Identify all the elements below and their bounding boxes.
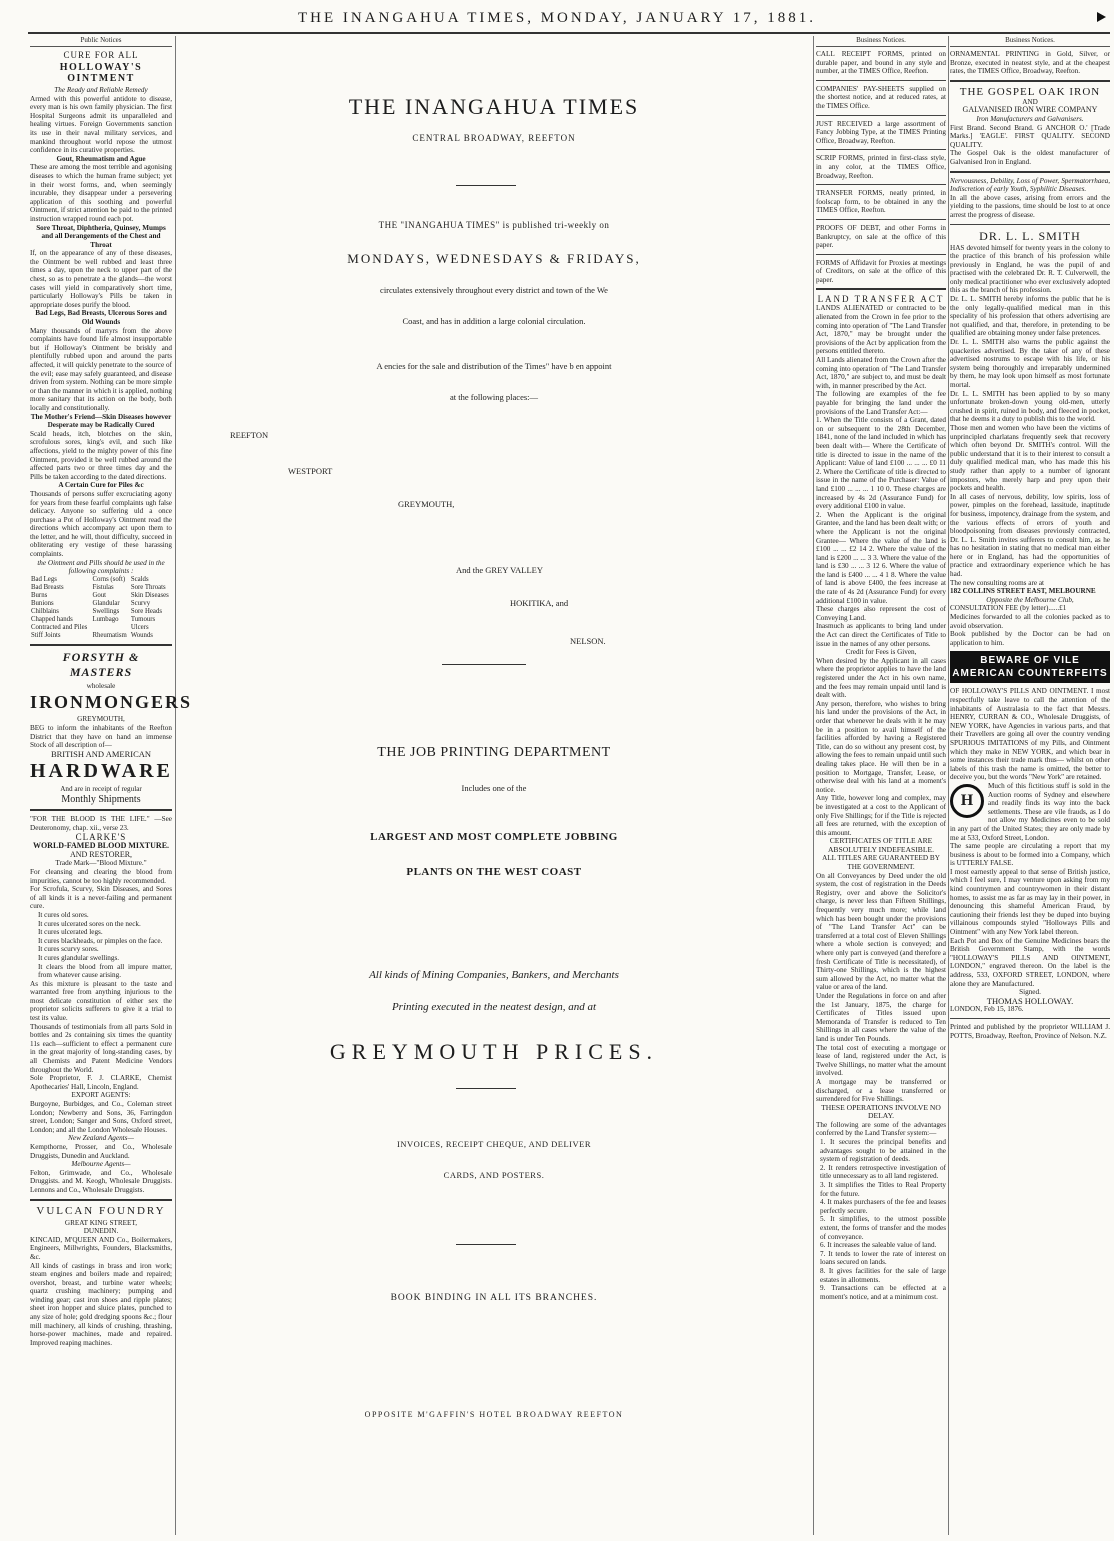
notice-text: Includes one of the	[461, 783, 527, 793]
notice-paragraph: ORNAMENTAL PRINTING in Gold, Silver, or Bronze, executed in neatest style, and at the cheapest rates, the TIMES Office, Broadway, Reefton.	[950, 50, 1110, 76]
section-header: Public Notices	[30, 36, 172, 47]
list-item: It cures old sores.	[38, 910, 89, 919]
ad-subheading: New Zealand Agents—	[68, 1134, 134, 1143]
ad-paragraph: Armed with this powerful antidote to disease, every man is his own family physician. The first Hospital Surgeons admit its unparalleled and healing virtues. Foreign Governments sanction its use in their naval military services, and mankind throughout world repose the utmost confidence in its curative properties.	[30, 94, 172, 155]
complaint-row	[30, 600, 172, 608]
column-divider	[175, 36, 176, 1535]
ad-text: Signed.	[1019, 988, 1041, 997]
ad-text: DUNEDIN.	[83, 1227, 119, 1236]
ad-paragraph: Scald heads, itch, blotches on the skin, scrofulous sores, king's evil, and such like affections, yield to the mighty power of this fine Ointment, provided it be well rubbed around the affected parts two or three times day and the Pills be taken according to the dated directions.	[30, 429, 172, 481]
ad-paragraph: Book published by the Doctor can be had on application to him.	[950, 630, 1110, 647]
notice-subheading: Credit for Fees is Given,	[845, 648, 917, 657]
complaint-cell: Burns	[31, 591, 48, 599]
ad-paragraph: If, on the appearance of any of these diseases, the Ointment be well rubbed and least three times a day, upon the neck to upper part of the chest, so as to penetrate a the glands—the worst cases will yield in comparatively short time, particularly Holloway's Pills be taken in appropriate doses purify the blood.	[30, 249, 172, 309]
ad-subheading: Sore Throat, Diphtheria, Quinsey, Mumps and all Derangements of the Chest and Throat	[36, 223, 166, 249]
notice-paragraph: FORMS of Affidavit for Proxies at meetings of Creditors, on sale at the office of this paper.	[816, 258, 946, 284]
ad-text: Trade Mark—"Blood Mixture."	[55, 859, 147, 868]
ad-subheading: Melbourne Agents—	[71, 1160, 131, 1169]
notice-paragraph: 1. When the Title consists of a Grant, dated on or subsequent to the 28th December, 1841, none of the land included in which has been dealt with— Where the Certificate of title is directed to issue in the name of the Applicant: Value of land £100 ... ... ... £0 11 2. Where the Certificate of title is directed to issue in the name of the Purchaser: Value of land £100 ... ... ... 1 10 0. These charges are increased by 4s 2d (Assurance Fund) for every additional £100 in value.	[816, 416, 946, 511]
ad-paragraph: KINCAID, M'QUEEN AND Co., Boilermakers, Engineers, Millwrights, Founders, Blacksmiths, &c.	[30, 1235, 172, 1261]
notice-title: LAND TRANSFER ACT	[817, 294, 945, 305]
ad-title: IRONMONGERS	[30, 692, 193, 713]
ad-text: Monthly Shipments	[61, 794, 141, 805]
complaint-cell: Stiff Joints	[31, 631, 61, 639]
column-divider	[813, 36, 814, 1535]
place-westport: WESTPORT	[288, 466, 333, 476]
place-reefton: REEFTON	[230, 430, 269, 440]
ad-title: AND RESTORER,	[69, 849, 133, 859]
divider	[456, 185, 516, 186]
divider	[950, 224, 1110, 225]
notice-paragraph: LANDS ALIENATED or contracted to be alienated from the Crown in fee prior to the coming into operation of "The Land Transfer Act, 1870," may be brought under the provisions of the Act by application from the persons entitled thereto.	[816, 304, 946, 356]
complaint-cell: Gout	[92, 591, 107, 599]
ad-title: HOLLOWAY'S OINTMENT	[59, 62, 143, 84]
ad-paragraph: Kempthorne, Prosser, and Co., Wholesale Druggists, Dunedin and Auckland.	[30, 1142, 172, 1160]
notice-text: THE "INANGAHUA TIMES" is published tri-weekly on	[378, 220, 610, 230]
holloway-trademark-icon: H	[950, 784, 984, 818]
complaint-cell: Wounds	[130, 631, 153, 639]
ad-paragraph: OF HOLLOWAY'S PILLS AND OINTMENT. I most respectfully take leave to call the attention of the inhabitants of Australasia to the fact that Messrs. HENRY, CURRAN & CO., Wholesale Druggists, of NEW YORK, have Agencies in various parts, and that their Travellers are going all over the country vending SPURIOUS IMITATIONS of my Pills, and Ointment which they make in NEW YORK, and which bear in some instances their trade mark thus— whilst on other labels of this trash the name is omitted, the better to deceive you, but the words "New York" are retained.	[950, 687, 1110, 782]
ad-title: THE GOSPEL OAK IRON	[959, 85, 1101, 98]
column-business-notices-2	[950, 36, 1110, 1535]
column-divider	[948, 36, 949, 1535]
ad-text: And are in receipt of regular	[60, 785, 142, 794]
ad-paragraph: For cleansing and clearing the blood from impurities, cannot be too highly recommended.	[30, 867, 172, 885]
ad-paragraph: Each Pot and Box of the Genuine Medicines bears the British Government Stamp, with the words "HOLLOWAY'S PILLS AND OINTMENT, LONDON," engraved thereon. On the label is the address, 533, OXFORD STREET, LONDON, where alone they are Manufactured.	[950, 936, 1110, 988]
notice-paragraph: A mortgage may be transferred or discharged, or a lease transferred or surrendered for Five Shillings.	[816, 1077, 946, 1104]
cures-list	[30, 911, 172, 980]
notice-subheading: ALL TITLES ARE GUARANTEED BY THE GOVERNMENT.	[822, 854, 940, 872]
divider	[30, 809, 172, 811]
notice-address: OPPOSITE M'GAFFIN'S HOTEL BROADWAY REEFTON	[364, 1410, 624, 1419]
complaint-cell: Rheumatism	[92, 631, 127, 639]
complaint-row	[30, 632, 172, 640]
ad-text: CONSULTATION FEE (by letter)......£1	[950, 604, 1067, 613]
imprint: Printed and published by the proprietor WILLIAM J. POTTS, Broadway, Reefton, Province of Nelson. N.Z.	[950, 1022, 1110, 1040]
ad-paragraph: Thousands of persons suffer excruciating agony for years from these fearful complaints ugh false delicacy. Anyone so suffering uld a once purchase a Pot of Holloway's Ointment read the directions which accompany act upon them to the letter, and he will, thout difficulty, succeed in obliterating ery vestige of these harassing complaints.	[30, 489, 172, 559]
notice-paragraph: These charges also represent the cost of Conveying Land.	[816, 605, 946, 622]
ad-title: GALVANISED IRON WIRE COMPANY	[962, 105, 1098, 115]
notice-text: A encies for the sale and distribution of the Times" have b en appoint	[376, 361, 612, 371]
ad-paragraph: For Scrofula, Scurvy, Skin Diseases, and Sores of all kinds it is a never-failing and permanent cure.	[30, 885, 172, 911]
section-header: Business Notices.	[950, 36, 1110, 47]
divider	[456, 1244, 516, 1245]
ad-date: LONDON, Feb 15, 1876.	[950, 1005, 1024, 1014]
divider	[950, 1018, 1110, 1019]
list-item: 5. It simplifies, to the utmost possible extent, the forms of transfer and the modes of conveyance.	[820, 1215, 946, 1241]
page-turn-arrow-icon	[1097, 12, 1106, 22]
notice-text: Printing executed in the neatest design, and at	[391, 1001, 597, 1013]
notice-paragraph: The total cost of executing a mortgage or lease of land, registered under the Act, is Twelve Shillings, no matter what the amount involved.	[816, 1043, 946, 1078]
notice-days: MONDAYS, WEDNESDAYS & FRIDAYS,	[347, 251, 641, 266]
list-item: 9. Transactions can be effected at a moment's notice, and at a minimum cost.	[820, 1284, 946, 1301]
notice-paragraph: TRANSFER FORMS, neatly printed, in foolscap form, to be obtained in any the TIMES Office, Reefton.	[816, 189, 946, 215]
notice-paragraph: CALL RECEIPT FORMS, printed on durable paper, and bound in any style and number, at the TIMES Office, Reefton.	[816, 50, 946, 76]
list-item: It cures ulcerated legs.	[38, 928, 103, 937]
beware-banner	[950, 651, 1110, 683]
signer-name: THOMAS HOLLOWAY.	[986, 995, 1074, 1006]
list-item: 4. It makes purchasers of the fee and leases perfectly secure.	[820, 1198, 946, 1215]
complaint-cell: Bad Legs	[31, 575, 57, 583]
notice-text: INVOICES, RECEIPT CHEQUE, AND DELIVER	[396, 1139, 591, 1149]
ad-subheading: EXPORT AGENTS:	[71, 1091, 131, 1100]
complaint-row	[30, 592, 172, 600]
column-times-notice	[178, 36, 810, 1535]
ad-subheading: The Mother's Friend—Skin Diseases however Desperate may be Radically Cured	[30, 412, 172, 430]
complaint-cell	[91, 624, 129, 632]
ad-paragraph: Felton, Grimwade, and Co., Wholesale Druggists. and M. Keogh, Wholesale Druggists. Lennons and Co., Wholesale Druggists.	[30, 1168, 172, 1194]
list-item: It cures glandular swellings.	[38, 953, 120, 962]
ad-text: GREAT KING STREET,	[64, 1218, 138, 1227]
notice-paragraph: PROOFS OF DEBT, and other Forms in Bankruptcy, on sale at the office of this paper.	[816, 223, 946, 250]
list-item: 2. It renders retrospective investigation of title unnecessary as to all land registered.	[820, 1163, 946, 1181]
notice-paragraph: SCRIP FORMS, printed in first-class style, in any color, at the TIMES Office, Broadway, Reefton.	[816, 154, 946, 180]
notice-text: Coast, and has in addition a large colonial circulation.	[402, 316, 586, 326]
complaint-cell: Scurvy	[130, 599, 151, 607]
ad-paragraph: The Gospel Oak is the oldest manufacturer of Galvanised Iron in England.	[950, 149, 1110, 166]
ad-paragraph: Nervousness, Debility, Loss of Power, Spermatorrhaea, Indiscretion of early Youth, Syphilitic Diseases.	[950, 176, 1110, 194]
ad-tagline: The Ready and Reliable Remedy	[54, 86, 148, 94]
notice-paragraph: Inasmuch as applicants to bring land under the Act can direct the Certificates of Title to issue in the names of any other persons.	[816, 622, 946, 648]
paper-title: THE INANGAHUA TIMES	[348, 94, 640, 119]
ad-paragraph: In all cases of nervous, debility, low spirits, loss of power, pimples on the forehead, lassitude, inaptitude for business, impotency, drainage from the system, and the various effects of errors of youth and bloodpoisoning from diseases previously contracted, Dr. L. L. Smith invites sufferers to consult him, as he has no hesitation in stating that no medical man either here or in England, has had the opportunities of practice and extraordinary experience which he has had.	[950, 492, 1110, 579]
list-item: It cures ulcerated sores on the neck.	[38, 919, 141, 928]
complaint-cell: Corns (soft)	[92, 575, 126, 583]
ad-heading: CLARKE'S	[75, 832, 127, 843]
complaint-cell: Glandular	[92, 599, 120, 607]
ad-paragraph: First Brand. Second Brand. G ANCHOR O.' [Trade Marks.] 'EAGLE'. FIRST QUALITY. SECOND QUALITY.	[950, 123, 1110, 149]
list-item: It cures scurvy sores.	[38, 945, 99, 954]
notice-paragraph: 2. When the Applicant is the original Grantee, and the land has been dealt with; or where the Applicant is not the original Grantee— Where the value of the land is £100 ... ... £2 14 2. Where the value of the land is £200 ... ... 3 3. Where the value of the land is £30 ... ... 3 12 6. Where the value of the land is £400 ... ... 4 1 8. Where the value of land is above £400, the fees increase at the rate of 4s 2d (Assurance Fund) for every additional £100 in value.	[816, 510, 946, 605]
ad-subheading: the Ointment and Pills should be used in the following complaints :	[37, 558, 165, 576]
notice-heading: PLANTS ON THE WEST COAST	[406, 866, 582, 878]
place-nelson: NELSON.	[570, 636, 606, 646]
notice-text: CARDS, AND POSTERS.	[443, 1170, 545, 1180]
ad-subheading: Bad Legs, Bad Breasts, Ulcerous Sores and Old Wounds	[35, 309, 167, 327]
masthead	[0, 0, 1114, 30]
notice-text: circulates extensively throughout every district and town of the We	[380, 285, 608, 295]
beware-line: BEWARE OF VILE	[980, 655, 1080, 667]
divider	[442, 664, 526, 665]
complaint-cell: Chapped hands	[31, 615, 73, 623]
divider	[816, 219, 946, 220]
complaint-cell: Lumbago	[92, 615, 119, 623]
ad-paragraph: Those men and women who have been the victims of unprincipled charlatans frequently seek that recovery which often beyond Dr. SMITH's control. Will the public understand that it is to their interest to consult a duly qualified medical man, who has made this his study rather than apply to a number of ignorant impostors, who merely harp and prey upon their pockets and health.	[950, 423, 1110, 493]
complaint-cell: Skin Diseases	[130, 591, 169, 599]
divider	[816, 254, 946, 255]
notice-paragraph: The following are some of the advantages conferred by the Land Transfer system:—	[816, 1120, 946, 1138]
ad-paragraph-text: Much of this fictitious stuff is sold in the Auction rooms of Sydney and elsewhere and readily finds its way into the back settlements. These are vile frauds, as I do not allow my Medicines even to be sold in any part of the United States; they are only made by me at 533, Oxford Street, London.	[950, 781, 1110, 842]
masthead-rule	[28, 32, 1110, 34]
complaint-cell: Scalds	[130, 575, 149, 583]
ad-paragraph: The new consulting rooms are at	[950, 578, 1045, 587]
divider	[30, 644, 172, 646]
greymouth-prices: GREYMOUTH PRICES.	[329, 1039, 659, 1064]
notice-paragraph: COMPANIES' PAY-SHEETS supplied on the shortest notice, and at reduced rates, at the TIMES Office.	[816, 84, 946, 110]
ad-paragraph: Medicines forwarded to all the colonies packed as to avoid observation.	[950, 613, 1110, 630]
ad-heading: CURE FOR ALL	[63, 50, 139, 60]
complaint-cell: Bad Breasts	[31, 583, 64, 591]
ad-paragraph: Thousands of testimonials from all parts Sold in bottles and 2s containing six times the quantity 11s each—sufficient to effect a permanent cure in the great majority of long-standing cases, by all Chemists and Patent Medicine Vendors throughout the World.	[30, 1022, 172, 1074]
ad-title: FORSYTH & MASTERS	[62, 649, 140, 679]
place-greymouth: GREYMOUTH,	[398, 499, 455, 509]
notice-paragraph: Under the Regulations in force on and after the 1st January, 1875, the charge for Certificates of Titles issued upon Memoranda of Transfer is reduced to Ten Shillings in all cases where the value of the land is under Ten Pounds.	[816, 991, 946, 1043]
divider	[456, 1088, 516, 1089]
complaint-cell: Ulcers	[130, 623, 149, 631]
notice-paragraph: Any person, therefore, who wishes to bring his land under the provisions of the Act, in order that whenever he deals with it he may be in a position to avail himself of the facilities afforded by having a Registered Title, can do so without any present cost, by allowing the fees to remain unpaid until such dealing takes place. He will then be in a position to Mortgage, Transfer, Lease, or otherwise deal with his land at a moment's notice.	[816, 699, 946, 794]
divider	[816, 149, 946, 150]
ad-text: wholesale	[86, 681, 116, 690]
beware-line: AMERICAN COUNTERFEITS	[952, 668, 1108, 680]
divider	[950, 80, 1110, 82]
complaint-cell: Bunions	[31, 599, 54, 607]
complaint-cell: Tumours	[130, 615, 156, 623]
ad-paragraph: All kinds of castings in brass and iron work; steam engines and boilers made and repaired; overshot, breast, and turbine water wheels; quartz crushing machinery; pumping and winding gear; cast iron shoes and ripple plates; sheet iron hopper and sluice plates, punched to any size of hole; gold dredging spoons &c.; flour mill machinery, all kinds of crushing, thrashing, horse-power machines, made and repaired. Improved reaping machines.	[30, 1261, 172, 1347]
ad-text: Iron Manufacturers and Galvanisers.	[976, 114, 1084, 123]
ad-text: Opposite the Melbourne Club,	[986, 595, 1074, 604]
ad-paragraph: "FOR THE BLOOD IS THE LIFE." —See Deuteronomy, chap. xii., verse 23.	[30, 815, 172, 832]
ad-text: AND	[1022, 97, 1038, 106]
divider	[30, 1199, 172, 1201]
complaint-cell: Sore Throats	[130, 583, 166, 591]
complaint-row	[30, 624, 172, 632]
ad-paragraph: HAS devoted himself for twenty years in the colony to the practice of this branch of his profession while previously in England, he was the pupil of and practised with the celebrated Dr. R. T. Culverwell, the only medical practitioner who ever exclusively adopted this as the branch of his profession.	[950, 243, 1110, 295]
list-item: 6. It increases the saleable value of land.	[820, 1241, 937, 1250]
complaint-cell: Sore Heads	[130, 607, 162, 615]
complaint-row	[30, 616, 172, 624]
ad-paragraph: Dr. L. L. SMITH hereby informs the public that he is the only legally-qualified medical man in this speciality of his profession that others advertising are not qualified, and that, therefore, in pretending to be qualified are obtaining money under false pretences.	[950, 295, 1110, 338]
ad-paragraph: BEG to inform the inhabitants of the Reefton District that they have on hand an immense Stock of all description of—	[30, 724, 172, 750]
notice-text: BOOK BINDING IN ALL ITS BRANCHES.	[390, 1293, 598, 1303]
notice-subheading: THESE OPERATIONS INVOLVE NO DELAY.	[821, 1102, 941, 1121]
ad-paragraph: In all the above cases, arising from errors and the yielding to the passions, time should be lost to at once arrest the progress of disease.	[950, 193, 1110, 219]
ad-subheading: A Certain Cure for Piles &c	[58, 481, 144, 490]
ad-paragraph: The same people are circulating a report that my business is about to be formed into a Company, which is UTTERLY FALSE.	[950, 842, 1110, 868]
section-header: Business Notices.	[816, 36, 946, 47]
ad-paragraph: As this mixture is pleasant to the taste and warranted free from anything injurious to the most delicate constitution of either sex the proprietor solicits sufferers to give it a trial to test its value.	[30, 979, 172, 1023]
column-public-notices	[30, 36, 193, 1535]
paper-address: CENTRAL BROADWAY, REEFTON	[412, 133, 576, 143]
ad-paragraph: Dr. L. L. SMITH also warns the public against the quackeries advertised. By the taker of any of these advertised nostrums to escape with his life, or his system being thoroughly and irreparably undermined by them, he may look upon himself as most fortunate mortal.	[950, 338, 1110, 389]
column-business-notices	[816, 36, 946, 1535]
notice-subheading: CERTIFICATES OF TITLE ARE ABSOLUTELY INDEFEASIBLE.	[827, 836, 935, 854]
complaints-table	[30, 576, 172, 640]
ad-title: VULCAN FOUNDRY	[36, 1204, 166, 1217]
complaint-cell: Swellings	[92, 607, 120, 615]
divider	[816, 115, 946, 116]
ad-paragraph	[950, 782, 1110, 842]
notice-paragraph: All Lands alienated from the Crown after the coming into operation of "The Land Transfer Act, 1870," are subject to, and must be dealt with, in manner prescribed by the Act.	[816, 356, 946, 390]
job-department-title: THE JOB PRINTING DEPARTMENT	[377, 745, 611, 760]
ad-title: DR. L. L. SMITH	[979, 228, 1081, 243]
divider	[816, 184, 946, 185]
ad-paragraph: These are among the most terrible and agonising diseases to which the human frame subject; yet in their worst forms, and, when seemingly incurable, they disappear under a persevering application of this soothing and powerful Ointment, if strict attention be paid to the printed instruction wrapped round each pot.	[30, 163, 172, 223]
complaint-row	[30, 576, 172, 584]
ad-text: BRITISH AND AMERICAN	[50, 748, 152, 759]
ad-paragraph: I most earnestly appeal to that sense of British justice, which I feel sure, I may venture upon asking from my kind countrymen and countrywomen in their distant homes, to assist me as far as may lay in their power, in denouncing this shameful American Fraud, by cautioning their friends lest they be duped into buying villainous compounds styled "Holloways Pills and Ointment" with any New York label thereon.	[950, 867, 1110, 937]
list-item: It clears the blood from all impure matter, from whatever cause arising.	[38, 962, 172, 980]
ad-paragraph: Sole Proprietor, F. J. CLARKE, Chemist Apothecaries' Hall, Lincoln, England.	[30, 1074, 172, 1091]
ad-title: WORLD-FAMED BLOOD MIXTURE.	[32, 841, 170, 851]
complaint-cell: Chilblains	[31, 607, 59, 615]
masthead-title: THE INANGAHUA TIMES, MONDAY, JANUARY 17, 1881.	[297, 10, 817, 26]
complaint-row	[30, 608, 172, 616]
complaint-cell: Fistulas	[92, 583, 114, 591]
notice-paragraph: The following are examples of the fee payable for bringing the land under the provisions of the Land Transfer Act:—	[816, 390, 946, 416]
ad-title: HARDWARE	[30, 760, 173, 783]
notice-paragraph: Any Title, however long and complex, may be investigated at a cost to the Applicant of only Five Shillings; for if the Title is rejected all fees are returned, with the exception of this amount.	[816, 794, 946, 837]
ad-paragraph: Dr. L. L. SMITH has been applied to by so many unfortunate broken-down young old-men, utterly crushed in spirit, ruined in body, and fleeced in pocket, that he deems it a duty to publish this to the world.	[950, 389, 1110, 424]
notice-text: All kinds of Mining Companies, Bankers, and Merchants	[369, 969, 619, 981]
ad-paragraph: Many thousands of martyrs from the above complaints have found life almost insupportable but if Holloway's Ointment be briskly and plentifully rubbed upon and around the parts affected, it will quickly penetrate to the source of the evil; ease may safely guaranteed, and disease driven from system. Nothing can be more simple or than the manner in which it is applied, nothing more sanitary that its action on the body, both locally and constitutionally.	[30, 326, 172, 412]
complaint-row	[30, 584, 172, 592]
ad-text: 182 COLLINS STREET EAST, MELBOURNE	[950, 587, 1096, 596]
list-item: It cures blackheads, or pimples on the face.	[38, 936, 163, 945]
notice-paragraph: On all Conveyances by Deed under the old system, the cost of registration in the Deeds Registry, over and above the Solicitor's charge, is never less than Fifteen Shillings, frequently very much more; while land which has been bought under the provisions of "The Land Transfer Act" can be transferred at a total cost of Eleven Shillings where a whole section is conveyed; and where only part is conveyed (and therefore a fresh Certificate of Title is necessitated), of Thirty-one Shillings, which is the highest sum allowed by the Act, no matter what the value or area of the land.	[816, 871, 946, 992]
divider	[950, 171, 1110, 173]
divider	[816, 288, 946, 290]
notice-heading: LARGEST AND MOST COMPLETE JOBBING	[370, 831, 618, 843]
divider	[816, 80, 946, 81]
list-item: 3. It simplifies the Titles to Real Property for the future.	[820, 1181, 946, 1198]
list-item: 7. It tends to lower the rate of interest on loans secured on lands.	[820, 1249, 946, 1267]
ad-paragraph: Burgoyne, Burbidges, and Co., Coleman street London; Newberry and Sons, 36, Farringdon street, London; Sanger and Sons, Oxford street, London; and all the London Wholesale Houses.	[30, 1100, 172, 1134]
list-item: 1. It secures the principal benefits and advantages sought to be attained in the system of registration of deeds.	[820, 1138, 946, 1164]
place-grey-valley: And the GREY VALLEY	[456, 565, 543, 575]
ad-subheading: Gout, Rheumatism and Ague	[56, 154, 146, 163]
notice-paragraph: JUST RECEIVED a large assortment of Fancy Jobbing Type, at the TIMES Printing Office, Broadway, Reefton.	[816, 119, 946, 145]
ad-text: GREYMOUTH,	[77, 715, 125, 724]
list-item: 8. It gives facilities for the sale of large estates in allotments.	[820, 1266, 946, 1284]
complaint-cell: Contracted and Piles	[31, 623, 88, 631]
place-hokitika: HOKITIKA, and	[510, 598, 569, 608]
advantages-list	[816, 1138, 946, 1301]
notice-paragraph: When desired by the Applicant in all cases where the proprietor applies to have the land registered under the Act in his own name, and the fees may remain unpaid until land is dealt with.	[816, 656, 946, 700]
notice-text: at the following places:—	[449, 392, 539, 402]
